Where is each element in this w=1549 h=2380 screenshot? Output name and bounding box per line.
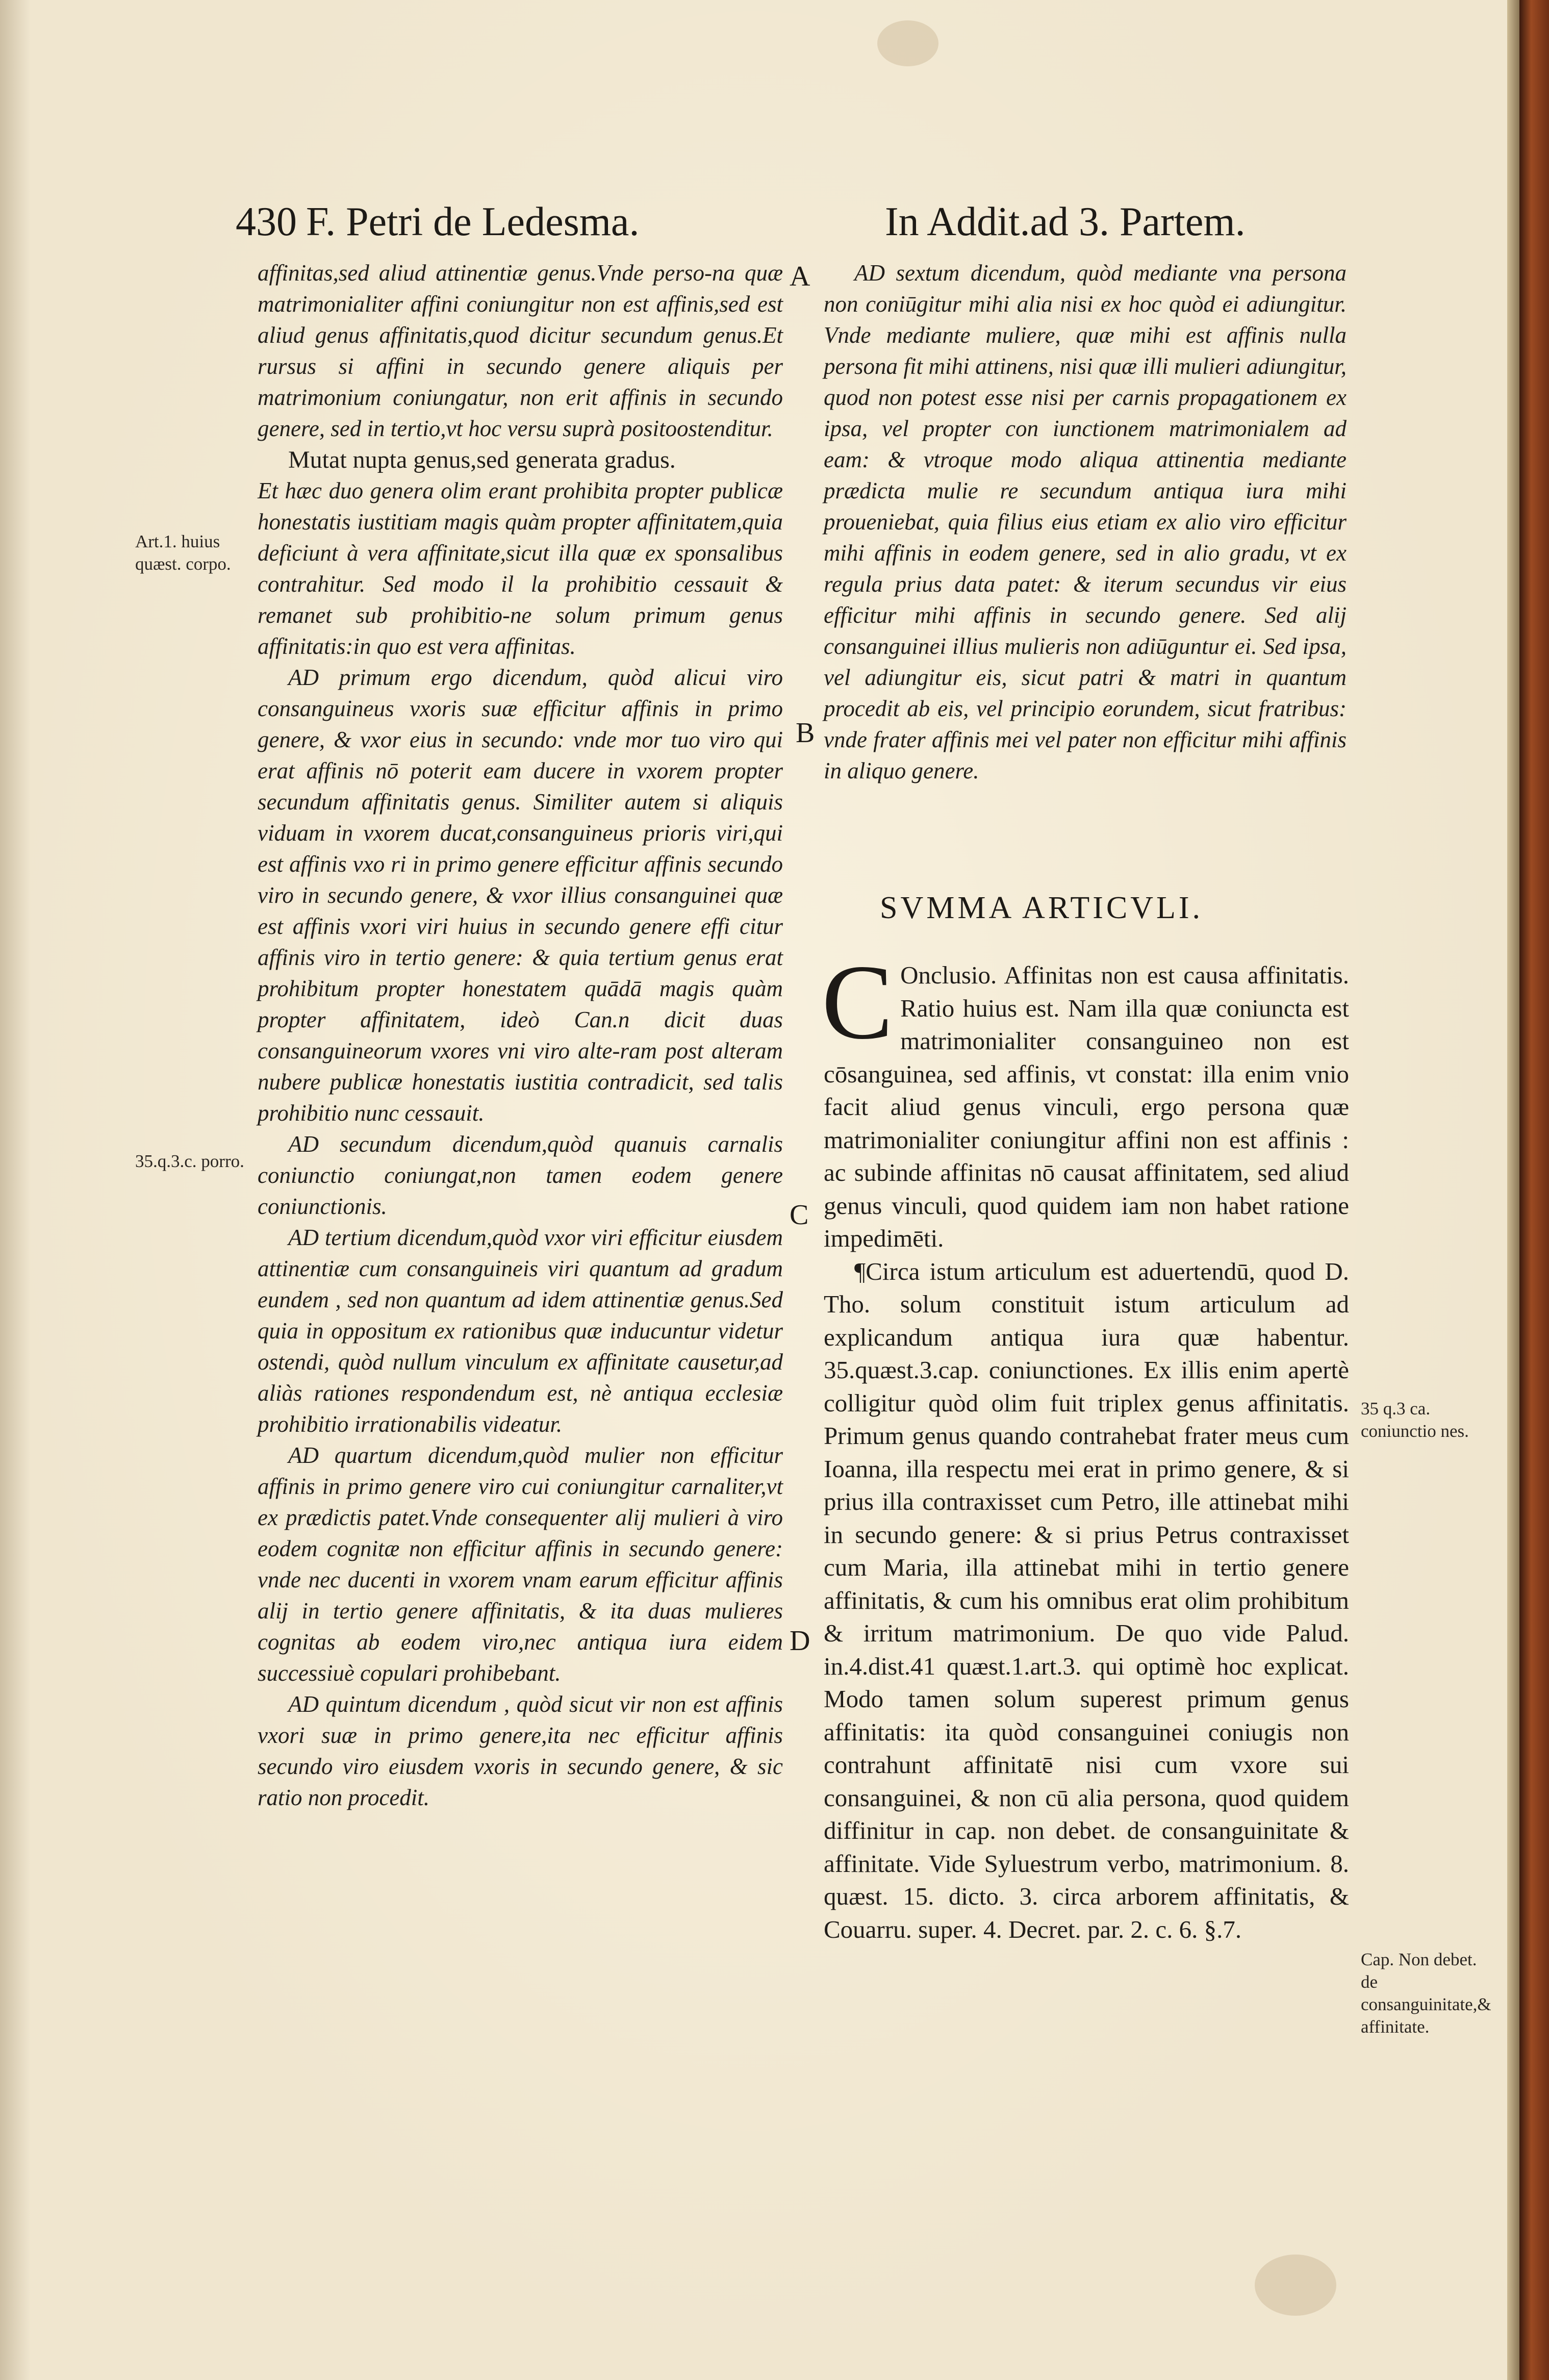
summa-text-column (822, 943, 1349, 1946)
section-heading: SVMMA ARTICVLI. (880, 891, 1204, 925)
running-head-section: In Addit.ad 3. Partem. (885, 199, 1246, 244)
paragraph: AD primum ergo dicendum, quòd alicui viro consanguineus vxoris suæ efficitur affinis in primo genere, & vxor eius in secundo: vnde mor tuo viro qui erat affinis nō poterit eam ducere in vxorem propter secundum affinitatis genus. Similiter autem si aliquis viduam in vxorem ducat,consanguineus prioris viri,qui est affinis vxo ri in primo genere efficitur affinis secundo viro in secundo genere, & vxor illius consanguinei quæ est affinis vxori viri huius in secundo genere effi citur affinis viro in tertio genere: & quia tertium genus erat prohibitum propter honestatem quādā magis quàm propter affinitatem, ideò Can.n dicit duas consanguineorum vxores vni viro alte-ram post alteram nubere publicæ honestatis iustitia contradicit, sed talis prohibitio nunc cessauit. (258, 665, 783, 1126)
paragraph: AD secundum dicendum,quòd quanuis carnalis coniunctio coniungat,non tamen eodem genere coniunctionis. (258, 1131, 783, 1219)
right-text-column (824, 258, 1347, 787)
marginal-note: 35.q.3.c. porro. (135, 1151, 244, 1171)
marginal-note: Art.1. huius quæst. corpo. (135, 531, 231, 574)
running-head-author: F. Petri de Ledesma. (306, 199, 640, 244)
marginal-note: 35 q.3 ca. coniunctio nes. (1361, 1399, 1469, 1441)
drop-cap: C (822, 943, 894, 1061)
paragraph: Et hæc duo genera olim erant prohibita propter publicæ honestatis iustitiam magis quàm propter affinitatem,quia deficiunt à vera affinitate,sicut illa quæ ex sponsalibus contrahitur. Sed modo il la prohibitio cessauit & remanet sub prohibitio-ne solum primum genus affinitatis:in quo est vera affinitas. (258, 478, 783, 659)
verse-line: Mutat nupta genus,sed generata gradus. (288, 446, 676, 473)
paragraph: AD sextum dicendum, quòd mediante vna persona non coniūgitur mihi alia nisi ex hoc quòd ei adiungitur. Vnde mediante muliere, quæ mihi est affinis nulla persona fit mihi attinens, nisi quæ illi mulieri adiungitur, quod non potest esse nisi per carnis propagationem ex ipsa, vel propter con iunctionem matrimonialem ad eam: & vtroque modo aliqua attinentia mediante prædicta mulie re secundum antiqua iura mihi proueniebat, quia filius eius etiam ex alio viro efficitur mihi affinis in eodem genere, sed in alio gradu, vt ex regula prius data patet: & iterum secundus vir eius efficitur mihi affinis in secundo genere. Sed alij consanguinei illius mulieris non adiūguntur ei. Sed ipsa, vel adiungitur eis, sicut patri & matri in quantum procedit ab eis, vel principio eorundem, sicut fratribus: vnde frater affinis mei vel pater non efficitur mihi affinis in aliquo genere. (824, 260, 1347, 783)
paragraph: ¶Circa istum articulum est aduertendū, quod D. Tho. solum constituit istum articulum ad explicandum antiqua iura quæ habentur. 35.quæst.3.cap. coniunctiones. Ex illis enim apertè colligitur quòd olim fuit triplex genus affinitatis. Primum genus quando contrahebat frater meus cum Ioanna, illa respectu mei erat in primo genere, & si prius illa contraxisset cum Petro, ille attinebat mihi in secundo genere: & si prius Petrus contraxisset cum Maria, illa attinebat mihi in tertio genere affinitatis, & cum his omnibus erat olim prohibitum & irritum matrimonium. De quo vide Palud. in.4.dist.41 quæst.1.art.3. qui optimè hoc explicat. Modo tamen solum superest primum genus affinitatis: ita quòd consanguinei coniugis non contrahunt affinitatē nisi cum vxore sui consanguinei, & non cū alia persona, quod quidem diffinitur in cap. non debet. de consanguinitate & affinitate. Vide Syluestrum verbo, matrimonium. 8. quæst. 15. dicto. 3. circa arborem affinitatis, & Couarru. super. 4. Decret. par. 2. c. 6. §.7. (824, 1257, 1349, 1943)
paragraph: affinitas,sed aliud attinentiæ genus.Vnde perso-na quæ matrimonialiter affini coniungitur non est affinis,sed est aliud genus affinitatis,quod dicitur secundum genus.Et rursus si affini in secundo genere aliquis per matrimonium coniungatur, non erit affinis in secundo genere, sed in tertio,vt hoc versu suprà positoostenditur. (258, 260, 783, 441)
page-stack-edge (1507, 0, 1519, 2380)
marginal-note: Cap. Non debet. de consanguinitate,& affinitate. (1361, 1949, 1491, 2037)
section-letter-b: B (796, 717, 815, 749)
conclusio-text: Onclusio. Affinitas non est causa affinitatis. Ratio huius est. Nam illa quæ coniuncta est matrimonialiter consanguineo non est cōsanguinea, sed affinis, vt constat: illa enim vnio facit aliud genus vinculi, ergo persona quæ matrimonialiter coniungitur affini non est affinis : ac subinde affinitas nō causat affinitatem, sed aliud genus vinculi, quod quidem iam non habet ratione impedimēti. (824, 961, 1349, 1252)
paragraph: AD quintum dicendum , quòd sicut vir non est affinis vxori suæ in primo genere,ita nec efficitur affinis secundo viro eiusdem vxoris in secundo genere, & sic ratio non procedit. (258, 1691, 783, 1810)
paragraph: AD quartum dicendum,quòd mulier non efficitur affinis in primo genere viro cui coniungitur carnaliter,vt ex prædictis patet.Vnde consequenter alij mulieri à viro eodem cognitæ non efficitur affinis in secundo genere: vnde nec ducenti in vxorem vnam earum efficitur affinis alij in tertio genere affinitatis, & ita duas mulieres cognitas ab eodem viro,nec antiqua iura eidem successiuè copulari prohibebant. (258, 1442, 783, 1686)
paper-stain (877, 20, 938, 66)
paper-stain (1255, 2255, 1336, 2316)
conclusio-paragraph (822, 943, 1349, 1255)
left-text-column (258, 258, 783, 1813)
book-cover-edge (1519, 0, 1549, 2380)
paragraph: AD tertium dicendum,quòd vxor viri efficitur eiusdem attinentiæ cum consanguineis viri quantum ad gradum eundem , sed non quantum ad idem attinentiæ genus.Sed quia in oppositum ex rationibus quæ inducuntur videtur ostendi, quòd nullum vinculum ex affinitate causetur,ad aliàs rationes respondendum est, nè antiqua ecclesiæ prohibitio irrationabilis videatur. (258, 1225, 783, 1437)
page-number: 430 (236, 199, 297, 244)
section-letter-c: C (790, 1199, 809, 1231)
section-letter-d: D (790, 1625, 810, 1657)
section-letter-a: A (790, 261, 810, 292)
